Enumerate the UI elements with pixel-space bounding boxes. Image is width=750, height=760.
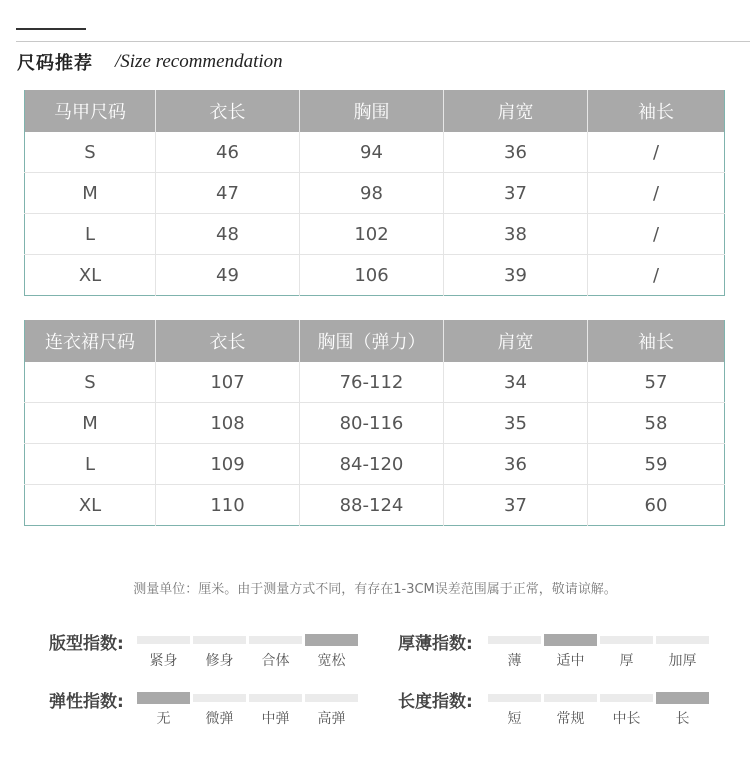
table-cell: 107	[156, 362, 300, 403]
index-bar	[305, 634, 358, 646]
index-option	[137, 694, 190, 728]
table-cell: 37	[444, 173, 588, 214]
table-cell: 49	[156, 255, 300, 296]
table-cell: 48	[156, 214, 300, 255]
index-bar	[137, 636, 190, 644]
elastic-index-scale	[137, 694, 361, 728]
index-option-label: 宽松	[317, 653, 346, 669]
table-cell: 38	[444, 214, 588, 255]
table-cell: /	[588, 173, 725, 214]
section-title-en: /Size recommendation	[115, 51, 283, 72]
table-row	[25, 255, 725, 296]
index-option-label: 加厚	[668, 653, 697, 669]
column-header: 肩宽	[444, 320, 588, 362]
elastic-index-label: 弹性指数:	[49, 692, 124, 712]
index-bar	[249, 694, 302, 702]
column-header: 袖长	[588, 320, 725, 362]
table-cell: XL	[25, 485, 156, 526]
index-bar	[137, 692, 190, 704]
table-cell: 34	[444, 362, 588, 403]
table-cell: 98	[300, 173, 444, 214]
index-bar	[193, 694, 246, 702]
table-cell: L	[25, 444, 156, 485]
thickness-index	[398, 636, 712, 670]
fit-index	[49, 636, 361, 670]
table-cell: 76-112	[300, 362, 444, 403]
table-cell: 36	[444, 444, 588, 485]
table-cell: M	[25, 173, 156, 214]
table-header-row	[25, 320, 725, 362]
index-option	[249, 694, 302, 728]
table-cell: 47	[156, 173, 300, 214]
index-bar	[600, 694, 653, 702]
table-cell: 57	[588, 362, 725, 403]
table-cell: 94	[300, 132, 444, 173]
index-bar	[305, 694, 358, 702]
index-option	[488, 694, 541, 728]
table-cell: 110	[156, 485, 300, 526]
table-cell: 35	[444, 403, 588, 444]
index-option	[488, 636, 541, 670]
table-row	[25, 173, 725, 214]
index-bar	[193, 636, 246, 644]
index-option-label: 无	[156, 711, 171, 727]
length-index-label: 长度指数:	[398, 692, 473, 712]
index-bar	[656, 636, 709, 644]
table-cell: /	[588, 132, 725, 173]
index-bar	[544, 634, 597, 646]
table-cell: M	[25, 403, 156, 444]
index-option-label: 修身	[205, 653, 234, 669]
table-header-row	[25, 90, 725, 132]
index-option-label: 中长	[612, 711, 641, 727]
top-divider	[16, 41, 750, 42]
length-index-scale	[488, 694, 712, 728]
index-option	[305, 694, 358, 728]
table-row	[25, 214, 725, 255]
column-header: 袖长	[588, 90, 725, 132]
table-cell: XL	[25, 255, 156, 296]
dress-size-table	[24, 320, 725, 526]
index-option-label: 中弹	[261, 711, 290, 727]
table-cell: 102	[300, 214, 444, 255]
table-cell: 80-116	[300, 403, 444, 444]
index-bar	[600, 636, 653, 644]
index-option-label: 微弹	[205, 711, 234, 727]
index-option-label: 短	[507, 711, 522, 727]
index-option-label: 紧身	[149, 653, 178, 669]
column-header: 胸围	[300, 90, 444, 132]
column-header: 连衣裙尺码	[25, 320, 156, 362]
index-option-label: 常规	[556, 711, 585, 727]
index-bar	[656, 692, 709, 704]
index-option	[656, 694, 709, 728]
index-option	[544, 636, 597, 670]
index-bar	[544, 694, 597, 702]
index-option	[600, 636, 653, 670]
index-option	[249, 636, 302, 670]
column-header: 衣长	[156, 90, 300, 132]
index-option	[544, 694, 597, 728]
column-header: 马甲尺码	[25, 90, 156, 132]
index-option-label: 高弹	[317, 711, 346, 727]
table-cell: S	[25, 362, 156, 403]
index-option-label: 厚	[619, 653, 634, 669]
table-cell: /	[652, 264, 660, 286]
index-option-label: 长	[675, 711, 690, 727]
index-option	[600, 694, 653, 728]
table-row	[25, 485, 725, 526]
index-option	[656, 636, 709, 670]
table-cell: 37	[444, 485, 588, 526]
measurement-note: 测量单位：厘米。由于测量方式不同，有存在1-3CM误差范围属于正常，敬请谅解。	[133, 582, 617, 597]
table-cell: 39	[444, 255, 588, 296]
column-header: 胸围（弹力）	[300, 320, 444, 362]
table-row	[25, 362, 725, 403]
table-cell: 108	[156, 403, 300, 444]
index-option	[137, 636, 190, 670]
length-index	[398, 694, 712, 728]
table-cell: 60	[644, 494, 668, 516]
index-option	[193, 694, 246, 728]
table-row	[25, 444, 725, 485]
table-cell: L	[25, 214, 156, 255]
index-option-label: 适中	[556, 653, 585, 669]
thickness-index-scale	[488, 636, 712, 670]
table-row	[25, 132, 725, 173]
table-cell: 106	[300, 255, 444, 296]
table-cell: 109	[156, 444, 300, 485]
table-row	[25, 403, 725, 444]
vest-size-table	[24, 90, 725, 296]
index-option-label: 合体	[261, 653, 290, 669]
index-bar	[488, 694, 541, 702]
table-cell: 58	[588, 403, 725, 444]
top-accent-line	[16, 28, 86, 30]
section-title-cn: 尺码推荐	[17, 53, 93, 74]
index-option-label: 薄	[507, 653, 522, 669]
table-cell: 59	[588, 444, 725, 485]
index-bar	[488, 636, 541, 644]
table-cell: 36	[444, 132, 588, 173]
table-cell: 46	[156, 132, 300, 173]
table-cell: /	[588, 214, 725, 255]
column-header: 衣长	[156, 320, 300, 362]
section-title	[17, 49, 283, 75]
index-bar	[249, 636, 302, 644]
table-cell: S	[25, 132, 156, 173]
fit-index-scale	[137, 636, 361, 670]
thickness-index-label: 厚薄指数:	[398, 634, 473, 654]
index-option	[193, 636, 246, 670]
fit-index-label: 版型指数:	[49, 634, 124, 654]
table-cell: 88-124	[300, 485, 444, 526]
elastic-index	[49, 694, 361, 728]
column-header: 肩宽	[444, 90, 588, 132]
table-cell: 84-120	[300, 444, 444, 485]
index-option	[305, 636, 358, 670]
